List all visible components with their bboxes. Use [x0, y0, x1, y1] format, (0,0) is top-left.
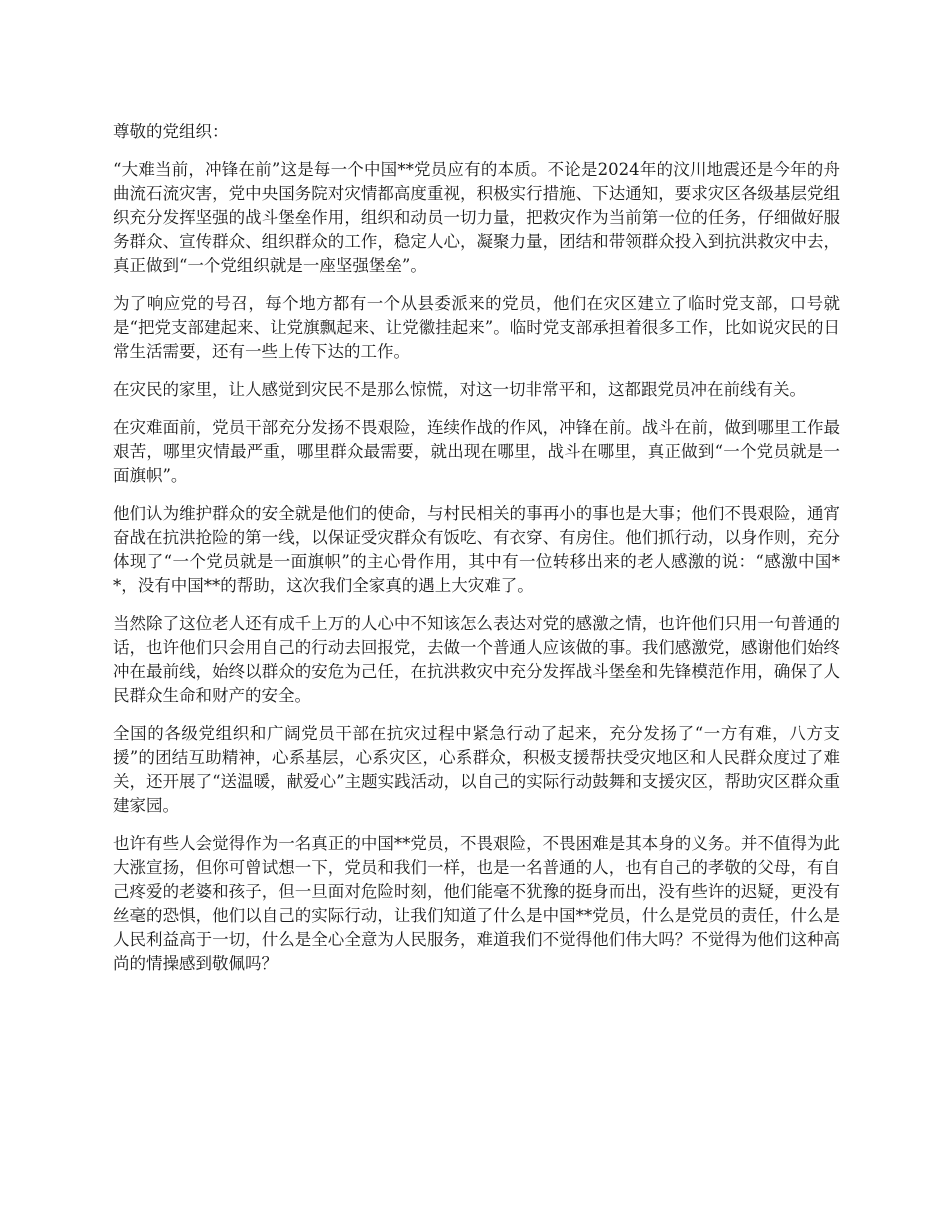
paragraph-7: 全国的各级党组织和广阔党员干部在抗灾过程中紧急行动了起来，充分发扬了“一方有难，八方支援”的团结互助精神，心系基层，心系灾区，心系群众，积极支援帮扶受灾地区和人民群众度过了难关，还开展了“送温暖，献爱心”主题实践活动，以自己的实际行动鼓舞和支援灾区，帮助灾区群众重建家园。 — [113, 724, 840, 815]
paragraph-3: 在灾民的家里，让人感觉到灾民不是那么惊慌，对这一切非常平和，这都跟党员冲在前线有关。 — [113, 380, 806, 399]
salutation: 尊敬的党组织： — [113, 122, 229, 141]
paragraph-2: 为了响应党的号召，每个地方都有一个从县委派来的党员，他们在灾区建立了临时党支部，口号就是“把党支部建起来、让党旗飘起来、让党徽挂起来”。临时党支部承担着很多工作，比如说灾民的日常生活需要，还有一些上传下达的工作。 — [113, 294, 840, 361]
paragraph-6: 当然除了这位老人还有成千上万的人心中不知该怎么表达对党的感激之情，也许他们只用一句普通的话，也许他们只会用自己的行动去回报党，去做一个普通人应该做的事。我们感激党，感谢他们始终冲在最前线，始终以群众的安危为己任，在抗洪救灾中充分发挥战斗堡垒和先锋模范作用，确保了人民群众生命和财产的安全。 — [113, 614, 840, 705]
letter-body — [113, 120, 840, 990]
paragraph-8: 也许有些人会觉得作为一名真正的中国**党员，不畏艰险，不畏困难是其本身的义务。并不值得为此大涨宣扬，但你可曾试想一下，党员和我们一样，也是一名普通的人，也有自己的孝敬的父母，有自己疼爱的老婆和孩子，但一旦面对危险时刻，他们能毫不犹豫的挺身而出，没有些许的迟疑，更没有丝毫的恐惧，他们以自己的实际行动，让我们知道了什么是中国**党员，什么是党员的责任，什么是人民利益高于一切，什么是全心全意为人民服务，难道我们不觉得他们伟大吗？不觉得为他们这种高尚的情操感到敬佩吗？ — [113, 834, 840, 973]
paragraph-1: “大难当前，冲锋在前”这是每一个中国**党员应有的本质。不论是2024年的汶川地震还是今年的舟曲流石流灾害，党中央国务院对灾情都高度重视，积极实行措施、下达通知，要求灾区各级基层党组织充分发挥坚强的战斗堡垒作用，组织和动员一切力量，把救灾作为当前第一位的任务，仔细做好服务群众、宣传群众、组织群众的工作，稳定人心，凝聚力量，团结和带领群众投入到抗洪救灾中去，真正做到“一个党组织就是一座坚强堡垒”。 — [113, 160, 840, 275]
paragraph-5: 他们认为维护群众的安全就是他们的使命，与村民相关的事再小的事也是大事；他们不畏艰险，通宵奋战在抗洪抢险的第一线，以保证受灾群众有饭吃、有衣穿、有房住。他们抓行动，以身作则，充分体现了“一个党员就是一面旗帜”的主心骨作用，其中有一位转移出来的老人感激的说：“感激中国**，没有中国**的帮助，这次我们全家真的遇上大灾难了。 — [113, 504, 840, 595]
paragraph-4: 在灾难面前，党员干部充分发扬不畏艰险，连续作战的作风，冲锋在前。战斗在前，做到哪里工作最艰苦，哪里灾情最严重，哪里群众最需要，就出现在哪里，战斗在哪里，真正做到“一个党员就是一面旗帜”。 — [113, 418, 840, 485]
